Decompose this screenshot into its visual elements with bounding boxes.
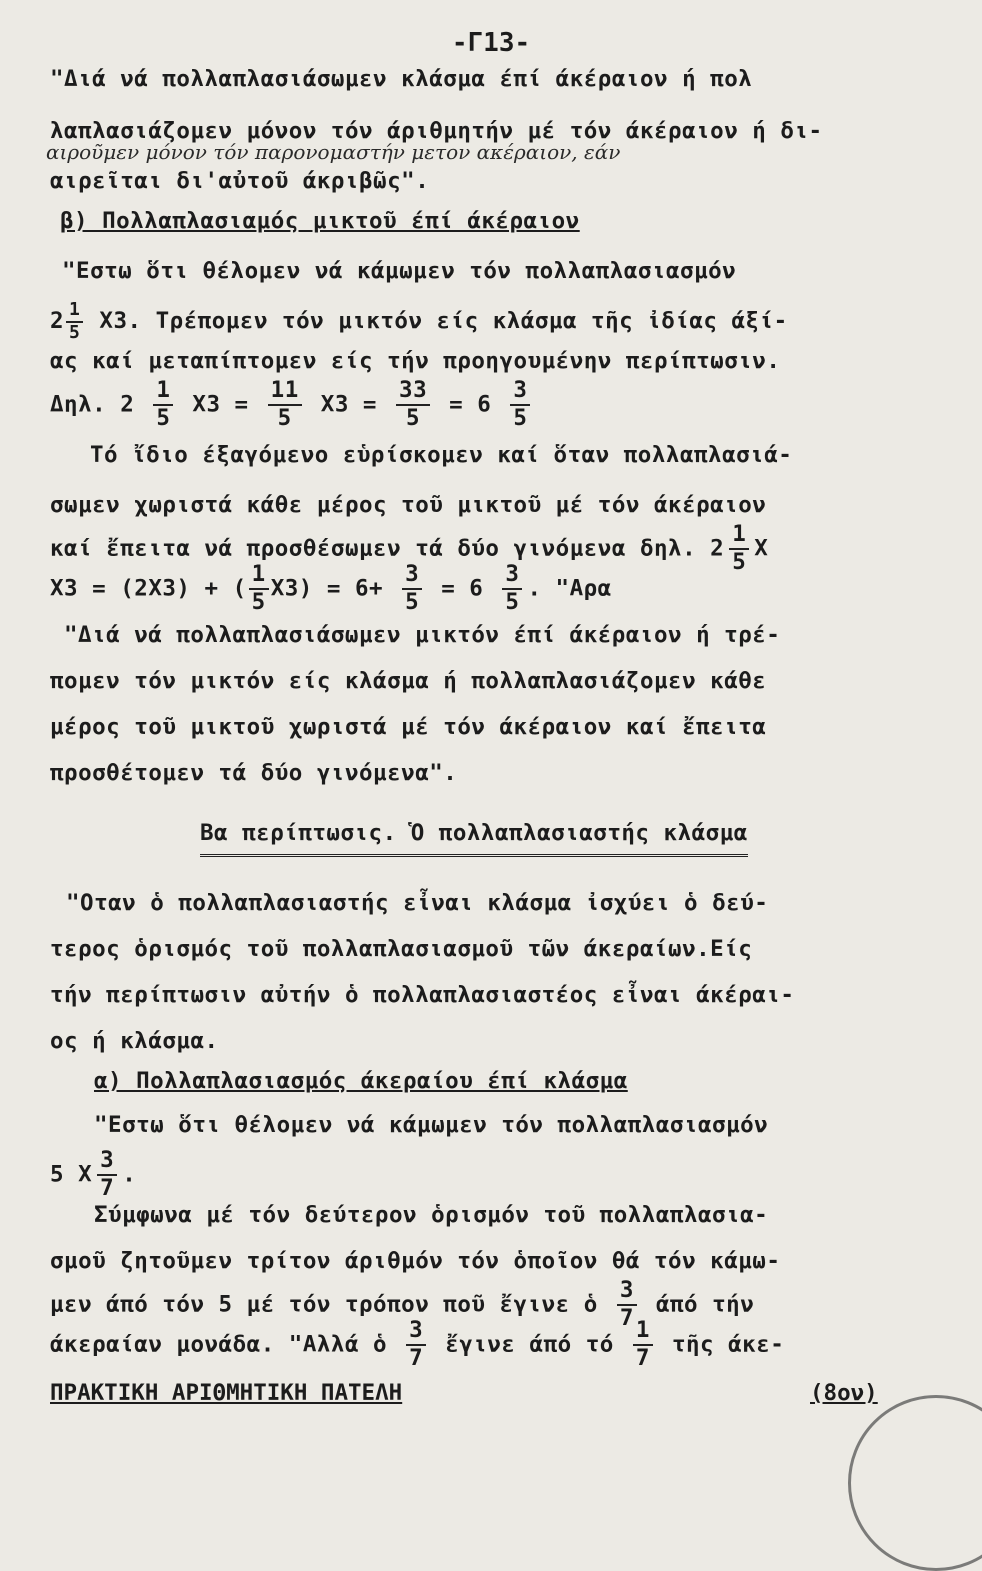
section-heading: β) Πολλαπλασιαμός μικτοῦ έπί άκέραιον — [60, 208, 580, 234]
section-heading: Βα περίπτωσις. Ὁ πολλαπλασιαστής κλάσμα — [200, 820, 748, 857]
fraction: $\frac{1}{7}$ — [633, 1318, 653, 1372]
fraction: $\frac{3}{5}$ — [402, 562, 422, 616]
equation-segment: Χ3 = — [320, 391, 377, 418]
text-line: ος ή κλάσμα. — [50, 1028, 219, 1054]
text-segment: άπό τήν — [655, 1291, 755, 1318]
text-segment: ἔγινε άπό τό — [445, 1331, 614, 1358]
text-segment: Χ — [754, 535, 769, 562]
equation-line — [50, 562, 612, 616]
text-line: "Εστω ὅτι θέλομεν νά κάμωμεν τόν πολλαπλασιασμόν — [62, 258, 737, 284]
text-line: πομεν τόν μικτόν είς κλάσμα ή πολλαπλασιάζομεν κάθε — [50, 668, 767, 694]
fraction: $\frac{3}{7}$ — [617, 1278, 637, 1332]
equation-segment: . "Αρα — [527, 575, 612, 602]
text-line: λαπλασιάζομεν μόνον τόν άριθμητήν μέ τόν άκέραιον ή δι- — [50, 118, 823, 144]
fraction: $\frac{33}{5}$ — [396, 378, 430, 432]
fraction: $\frac{1}{5}$ — [66, 300, 83, 343]
fraction: $\frac{1}{5}$ — [729, 522, 749, 576]
fraction: $\frac{3}{7}$ — [406, 1318, 426, 1372]
text-segment: καί ἔπειτα νά προσθέσωμεν τά δύο γινόμενα δηλ. 2 — [50, 535, 725, 562]
equation-segment: Χ3 = — [192, 391, 249, 418]
fraction: $\frac{1}{5}$ — [153, 378, 173, 432]
text-segment: μεν άπό τόν 5 μέ τόν τρόπον ποῦ ἔγινε ὁ — [50, 1291, 598, 1318]
equation-line — [50, 378, 535, 432]
text-segment: τῆς άκε- — [671, 1331, 785, 1358]
text-line: Τό ἴδιο έξαγόμενο εὑρίσκομεν καί ὅταν πολλαπλασιά- — [90, 442, 793, 468]
fraction: $\frac{3}{7}$ — [97, 1148, 117, 1202]
library-stamp — [848, 1395, 982, 1571]
text-segment: Χ3. Τρέπομεν τόν μικτόν είς κλάσμα τῆς ἰδίας άξί- — [85, 308, 788, 335]
text-line: "Εστω ὅτι θέλομεν νά κάμωμεν τόν πολλαπλασιασμόν — [94, 1112, 769, 1138]
page-number: -Γ13- — [451, 28, 531, 58]
text-line: μέρος τοῦ μικτοῦ χωριστά μέ τόν άκέραιον καί ἔπειτα — [50, 714, 767, 740]
text-line: "Διά νά πολλαπλασιάσωμεν μικτόν έπί άκέραιον ή τρέ- — [64, 622, 781, 648]
text-line: "Οταν ὁ πολλαπλασιαστής εἶναι κλάσμα ἰσχύει ὁ δεύ- — [66, 890, 769, 916]
text-line: ας καί μεταπίπτομεν είς τήν προηγουμένην περίπτωσιν. — [50, 348, 781, 374]
equation-segment: = 6 — [449, 391, 492, 418]
handwritten-annotation: αιροῦμεν μόνον τόν παρονομαστήν μετον ακέραιον, εάν — [46, 140, 621, 164]
text-line: "Διά νά πολλαπλασιάσωμεν κλάσμα έπί άκέραιον ή πολ — [50, 66, 753, 92]
fraction: $\frac{3}{5}$ — [510, 378, 530, 432]
footer-signature-number: (8ον) — [810, 1380, 878, 1406]
equation-segment: = 6 — [441, 575, 484, 602]
section-heading: α) Πολλαπλασιασμός άκεραίου έπί κλάσμα — [94, 1068, 628, 1094]
equation-line — [50, 1148, 136, 1202]
equation-segment: . — [122, 1161, 137, 1188]
text-line: αιρεῖται δι'αὐτοῦ άκριβῶς". — [50, 168, 430, 194]
fraction: $\frac{3}{5}$ — [502, 562, 522, 616]
equation-segment: 5 Χ — [50, 1161, 93, 1188]
text-line: προσθέτομεν τά δύο γινόμενα". — [50, 760, 458, 786]
text-line — [50, 1318, 784, 1372]
text-line: Σύμφωνα μέ τόν δεύτερον ὁρισμόν τοῦ πολλαπλασια- — [94, 1202, 769, 1228]
text-line: τήν περίπτωσιν αὐτήν ὁ πολλαπλασιαστέος εἶναι άκέραι- — [50, 982, 795, 1008]
text-line: τερος ὁρισμός τοῦ πολλαπλασιασμοῦ τῶν άκεραίων.Είς — [50, 936, 753, 962]
text-segment: άκεραίαν μονάδα. "Αλλά ὁ — [50, 1331, 388, 1358]
footer-title: ΠΡΑΚΤΙΚΗ ΑΡΙΘΜΗΤΙΚΗ ΠΑΤΕΛΗ — [50, 1380, 403, 1406]
equation-segment: Δηλ. 2 — [50, 391, 135, 418]
fraction: $\frac{1}{5}$ — [249, 562, 269, 616]
text-line: σμοῦ ζητοῦμεν τρίτον άριθμόν τόν ὁποῖον θά τόν κάμω- — [50, 1248, 781, 1274]
equation-segment: Χ3 = (2Χ3) + ( — [50, 575, 247, 602]
text-line — [50, 300, 788, 343]
fraction: $\frac{11}{5}$ — [268, 378, 302, 432]
mixed-number-integer: 2 — [50, 308, 65, 335]
equation-segment: Χ3) = 6+ — [270, 575, 384, 602]
text-line: σωμεν χωριστά κάθε μέρος τοῦ μικτοῦ μέ τόν άκέραιον — [50, 492, 767, 518]
